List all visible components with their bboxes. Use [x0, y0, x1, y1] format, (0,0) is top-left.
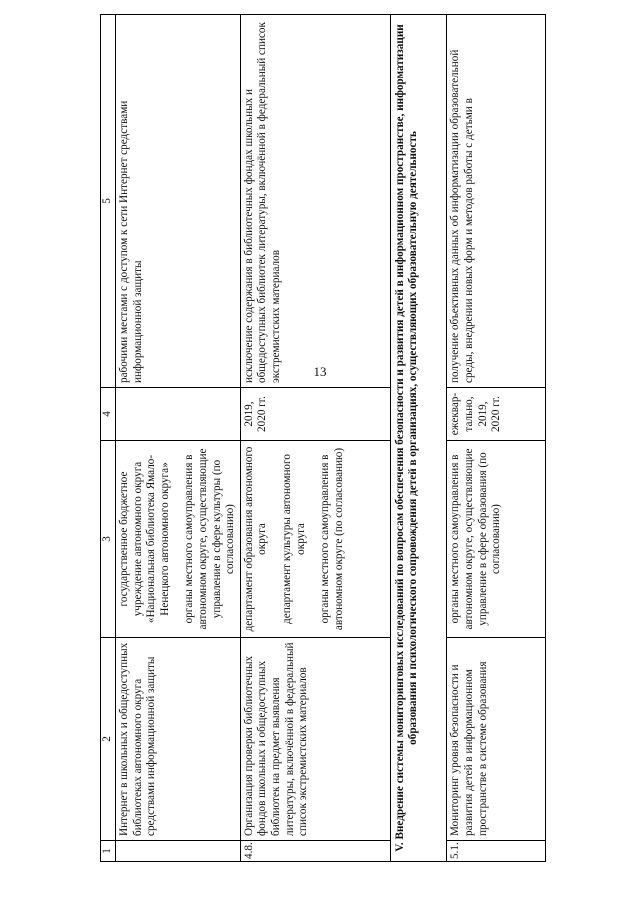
term-cell: ежеквар-тально, 2019, 2020 гг. [447, 388, 546, 441]
section-row [390, 15, 447, 862]
responsible-org: государственное бюджетное учреждение автономного округа «Национальная библиотека Ямало-Ненецкого автономного округа» [118, 454, 171, 624]
header-col-1: 1 [101, 841, 116, 862]
table-row [447, 15, 546, 862]
section-heading: V. Внедрение системы мониторинговых исследований по вопросам обеспечения безопасности и развития детей в информационном пространстве, информатизации образования и психологического сопровождения детей в организациях, осуществляющих образовательную деятельность [390, 15, 447, 862]
term-cell [116, 388, 241, 441]
rotated-table-page [100, 14, 546, 862]
header-col-5: 5 [101, 15, 116, 388]
responsible-org: органы местного самоуправления в автономном округе (по согласованию) [319, 447, 345, 631]
responsible-org: департамент образования автономного округа [242, 446, 269, 632]
table-row [116, 15, 241, 862]
term-cell: 2019, 2020 гг. [240, 388, 390, 441]
result-text: исключение содержания в библиотечных фондах школьных и общедоступных библиотек литературы, включённой в федеральный список экстремистских материалов [240, 15, 390, 388]
table-row [240, 15, 390, 862]
responsible-cell [116, 441, 241, 638]
responsible-org: департамент культуры автономного округа [280, 454, 307, 624]
page-number: 13 [313, 364, 327, 379]
row-number [116, 841, 241, 862]
header-row [101, 15, 116, 862]
header-col-3: 3 [101, 441, 116, 638]
measure-text: Интернет в школьных и общедоступных библиотеках автономного округа средствами информационной защиты [116, 638, 241, 841]
header-col-2: 2 [101, 638, 116, 841]
measures-table [100, 14, 546, 862]
result-text: получение объективных данных об информатизации образовательной среды, внедрении новых форм и методов работы с детьми в [447, 15, 546, 388]
measure-text: Организация проверки библиотечных фондов школьных и общедоступных библиотек на предмет выявления литературы, включённой в федеральный список экстремистских материалов [240, 638, 390, 841]
row-number: 5.1. [447, 841, 546, 862]
result-text: рабочими местами с доступом к сети Интернет средствами информационной защиты [116, 15, 241, 388]
responsible-org: органы местного самоуправления в автономном округе, осуществляющие управление в сфере культуры (по согласованию) [183, 448, 237, 630]
responsible-cell [240, 441, 390, 638]
row-number: 4.8. [240, 841, 390, 862]
measure-text: Мониторинг уровня безопасности и развития детей в информационном пространстве в системе образования [447, 638, 546, 841]
responsible-org: органы местного самоуправления в автономном округе, осуществляющие управление в сфере образования (по согласованию) [447, 441, 546, 638]
header-col-4: 4 [101, 388, 116, 441]
